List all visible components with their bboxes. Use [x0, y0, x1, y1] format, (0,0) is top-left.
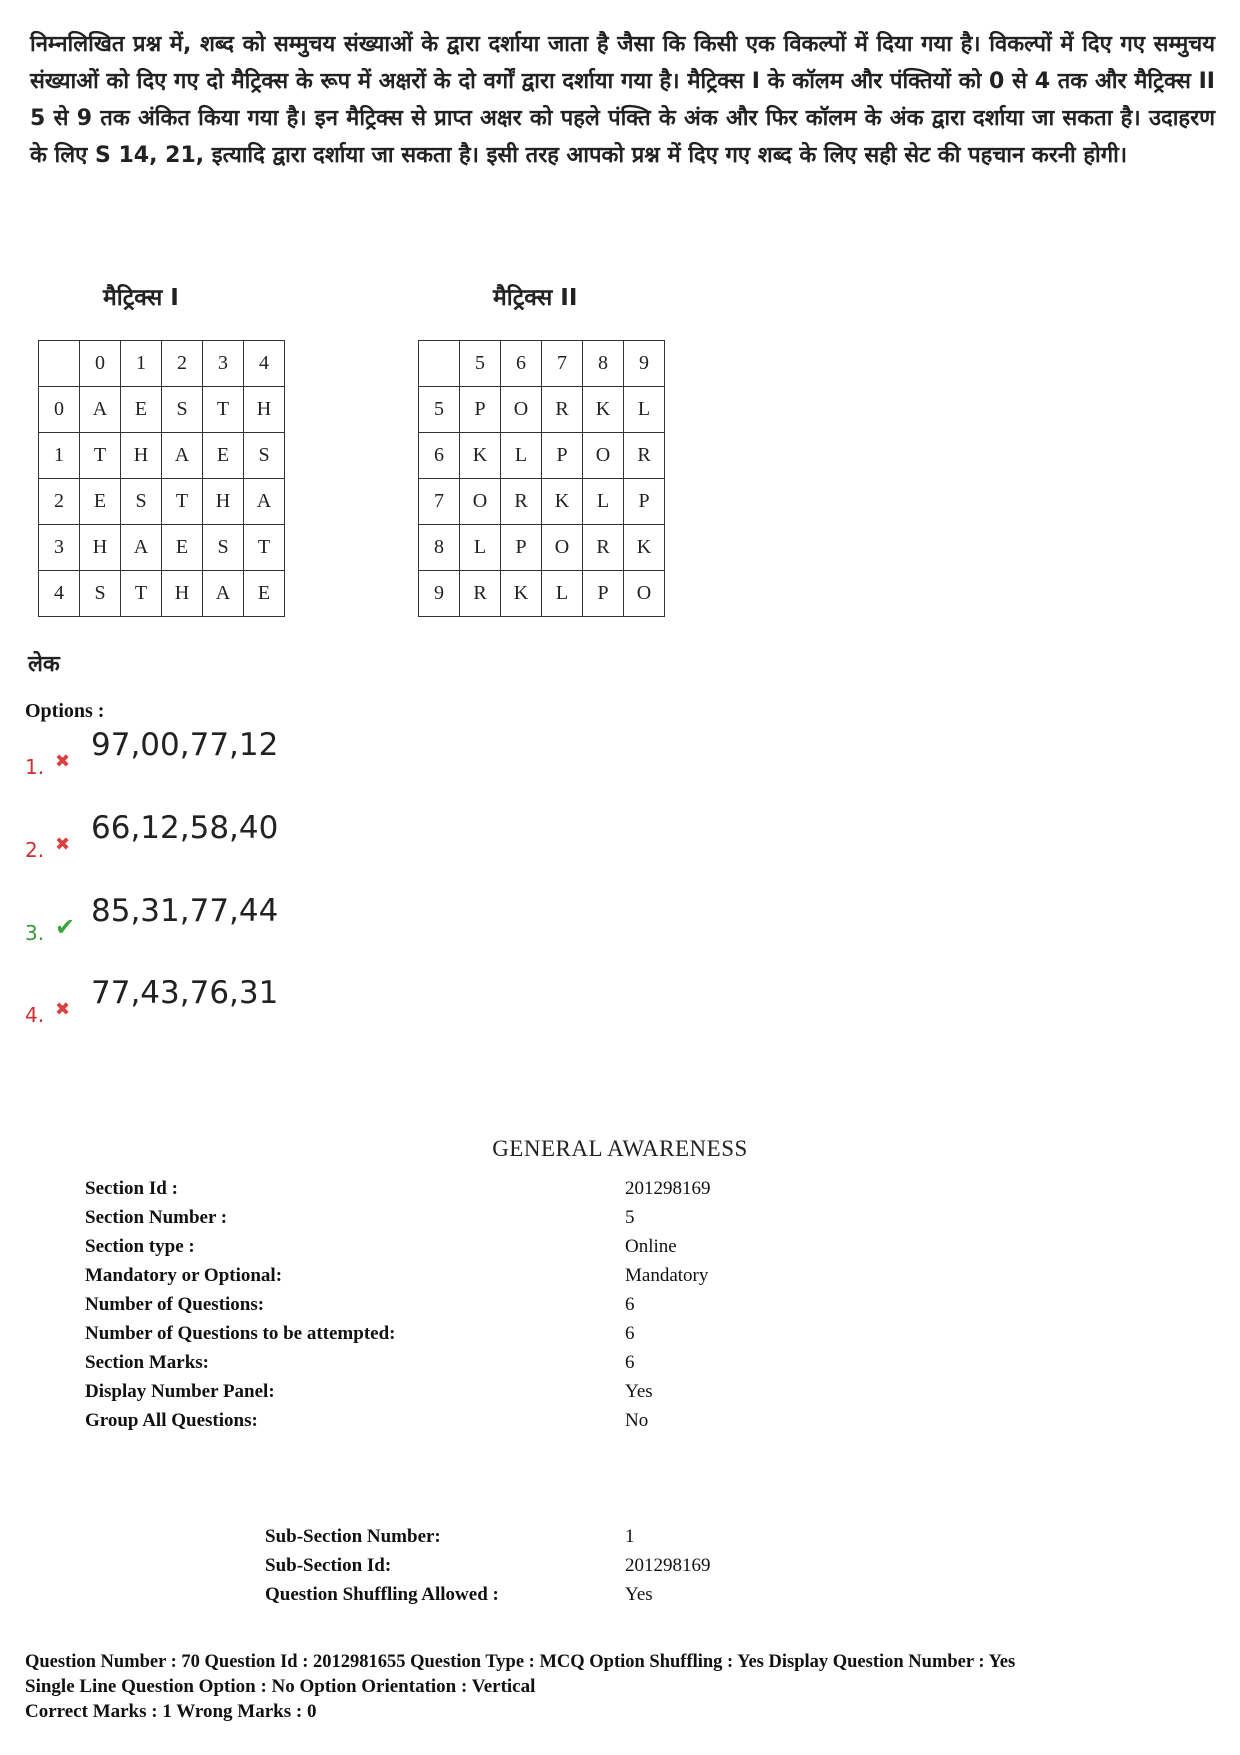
- matrix-cell: P: [542, 433, 583, 479]
- info-key: Question Shuffling Allowed :: [265, 1584, 499, 1605]
- matrix-cell: T: [121, 571, 162, 617]
- matrix-row: [419, 571, 665, 617]
- matrix-col-header: 3: [203, 341, 244, 387]
- matrix-cell: L: [460, 525, 501, 571]
- info-value: Online: [625, 1236, 677, 1257]
- matrix-row-header: 6: [419, 433, 460, 479]
- matrix-cell: P: [624, 479, 665, 525]
- matrix-cell: A: [203, 571, 244, 617]
- matrix-cell: K: [583, 387, 624, 433]
- matrix-cell: H: [162, 571, 203, 617]
- info-key: Group All Questions:: [85, 1410, 258, 1431]
- matrix-cell: A: [80, 387, 121, 433]
- info-value: 6: [625, 1323, 635, 1344]
- matrix-cell: A: [121, 525, 162, 571]
- matrix-cell: K: [460, 433, 501, 479]
- info-value: 1: [625, 1526, 635, 1547]
- matrix-cell: K: [624, 525, 665, 571]
- matrix-row-header: 1: [39, 433, 80, 479]
- info-key: Section type :: [85, 1236, 195, 1257]
- matrix-header-row: [39, 341, 285, 387]
- matrix-row-header: 4: [39, 571, 80, 617]
- question-meta-line-1: Question Number : 70 Question Id : 2012981655 Question Type : MCQ Option Shuffling : Yes Display Question Number : Yes: [25, 1652, 1016, 1672]
- option-number: 4.: [25, 1003, 45, 1027]
- info-key: Sub-Section Id:: [265, 1555, 392, 1576]
- matrix-row: [39, 571, 285, 617]
- matrix-row-header: 8: [419, 525, 460, 571]
- matrix-col-header: 7: [542, 341, 583, 387]
- matrix-row: [419, 387, 665, 433]
- matrix-col-header: 2: [162, 341, 203, 387]
- matrix-row: [419, 433, 665, 479]
- matrix-row: [39, 479, 285, 525]
- correct-check-icon: ✔: [55, 913, 76, 941]
- info-key: Display Number Panel:: [85, 1381, 275, 1402]
- info-value: 5: [625, 1207, 635, 1228]
- matrix-cell: O: [542, 525, 583, 571]
- matrix-cell: P: [460, 387, 501, 433]
- matrix-col-header: 8: [583, 341, 624, 387]
- option-value: 77,43,76,31: [91, 975, 279, 1011]
- matrix-row-header: 2: [39, 479, 80, 525]
- question-meta-line-3: Correct Marks : 1 Wrong Marks : 0: [25, 1701, 317, 1722]
- info-key: Number of Questions to be attempted:: [85, 1323, 396, 1344]
- info-value: Yes: [625, 1381, 653, 1402]
- matrix-cell: K: [542, 479, 583, 525]
- matrix-row-header: 5: [419, 387, 460, 433]
- matrix-cell: O: [624, 571, 665, 617]
- info-value: Mandatory: [625, 1265, 709, 1286]
- matrix-cell: L: [583, 479, 624, 525]
- matrix-corner-cell: [39, 341, 80, 387]
- matrix-cell: K: [501, 571, 542, 617]
- option-number: 1.: [25, 755, 45, 779]
- matrix-cell: O: [583, 433, 624, 479]
- matrix-cell: A: [162, 433, 203, 479]
- matrix-cell: R: [460, 571, 501, 617]
- options-label: Options :: [25, 700, 105, 722]
- matrix-col-header: 0: [80, 341, 121, 387]
- matrix-cell: L: [501, 433, 542, 479]
- info-value: No: [625, 1410, 649, 1431]
- wrong-cross-icon: ✖: [55, 751, 71, 772]
- matrix-cell: O: [460, 479, 501, 525]
- info-value: 6: [625, 1352, 635, 1373]
- matrix-row-header: 0: [39, 387, 80, 433]
- matrix-row-header: 3: [39, 525, 80, 571]
- question-word: लेक: [28, 652, 60, 677]
- matrix-cell: R: [624, 433, 665, 479]
- matrix-cell: S: [121, 479, 162, 525]
- matrix-cell: E: [244, 571, 285, 617]
- matrix-1-title: मैट्रिक्स I: [103, 285, 179, 311]
- matrix-cell: A: [244, 479, 285, 525]
- question-text: निम्नलिखित प्रश्न में, शब्द को सम्मुचय संख्याओं के द्वारा दर्शाया जाता है जैसा कि किसी एक विकल्पों में दिया गया है। विकल्पों में दिए गए सम्मुचय संख्याओं को दिए गए दो मैट्रिक्स के रूप में अक्षरों के दो वर्गों द्वारा दर्शाया गया है। मैट्रिक्स I के कॉलम और पंक्तियों को 0 से 4 तक और मैट्रिक्स II 5 से 9 तक अंकित किया गया है। इन मैट्रिक्स से प्राप्त अक्षर को पहले पंक्ति के अंक और फिर कॉलम के अंक द्वारा दर्शाया जा सकता है। उदाहरण के लिए S 14, 21, इत्यादि द्वारा दर्शाया जा सकता है। इसी तरह आपको प्रश्न में दिए गए शब्द के लिए सही सेट की पहचान करनी होगी।: [30, 32, 1215, 168]
- matrix-cell: P: [501, 525, 542, 571]
- matrix-cell: T: [203, 387, 244, 433]
- option-value: 97,00,77,12: [91, 727, 279, 763]
- matrix-cell: R: [583, 525, 624, 571]
- matrix-col-header: 1: [121, 341, 162, 387]
- matrix-cell: T: [80, 433, 121, 479]
- option-number: 3.: [25, 921, 45, 945]
- matrix-col-header: 4: [244, 341, 285, 387]
- matrix-cell: S: [162, 387, 203, 433]
- matrix-1-table: [38, 340, 285, 617]
- matrix-row: [419, 525, 665, 571]
- matrix-cell: O: [501, 387, 542, 433]
- matrix-header-row: [419, 341, 665, 387]
- wrong-cross-icon: ✖: [55, 999, 71, 1020]
- matrix-row: [39, 525, 285, 571]
- matrix-row: [39, 433, 285, 479]
- matrix-cell: P: [583, 571, 624, 617]
- matrix-corner-cell: [419, 341, 460, 387]
- option-number: 2.: [25, 838, 45, 862]
- matrix-row-header: 7: [419, 479, 460, 525]
- matrix-cell: S: [244, 433, 285, 479]
- matrix-cell: R: [501, 479, 542, 525]
- info-value: Yes: [625, 1584, 653, 1605]
- matrix-cell: H: [203, 479, 244, 525]
- matrix-cell: E: [162, 525, 203, 571]
- matrix-row: [39, 387, 285, 433]
- matrix-cell: S: [80, 571, 121, 617]
- section-title: GENERAL AWARENESS: [492, 1136, 748, 1161]
- info-key: Section Marks:: [85, 1352, 210, 1373]
- matrix-cell: E: [203, 433, 244, 479]
- matrix-col-header: 5: [460, 341, 501, 387]
- matrix-cell: E: [121, 387, 162, 433]
- matrix-cell: H: [80, 525, 121, 571]
- matrix-row: [419, 479, 665, 525]
- info-value: 201298169: [625, 1555, 711, 1576]
- matrix-cell: T: [162, 479, 203, 525]
- matrix-cell: L: [624, 387, 665, 433]
- option-value: 66,12,58,40: [91, 810, 279, 846]
- matrix-cell: E: [80, 479, 121, 525]
- info-key: Number of Questions:: [85, 1294, 265, 1315]
- matrix-2-title: मैट्रिक्स II: [493, 285, 578, 311]
- info-key: Section Number :: [85, 1207, 228, 1228]
- info-value: 201298169: [625, 1178, 711, 1199]
- matrix-col-header: 6: [501, 341, 542, 387]
- matrix-cell: R: [542, 387, 583, 433]
- matrix-cell: H: [244, 387, 285, 433]
- matrix-row-header: 9: [419, 571, 460, 617]
- info-key: Mandatory or Optional:: [85, 1265, 283, 1286]
- info-value: 6: [625, 1294, 635, 1315]
- info-key: Section Id :: [85, 1178, 178, 1199]
- matrix-cell: T: [244, 525, 285, 571]
- matrix-col-header: 9: [624, 341, 665, 387]
- matrix-cell: S: [203, 525, 244, 571]
- matrix-2-table: [418, 340, 665, 617]
- option-value: 85,31,77,44: [91, 893, 279, 929]
- matrix-cell: L: [542, 571, 583, 617]
- question-meta-line-2: Single Line Question Option : No Option Orientation : Vertical: [25, 1676, 536, 1697]
- info-key: Sub-Section Number:: [265, 1526, 441, 1547]
- matrix-cell: H: [121, 433, 162, 479]
- wrong-cross-icon: ✖: [55, 834, 71, 855]
